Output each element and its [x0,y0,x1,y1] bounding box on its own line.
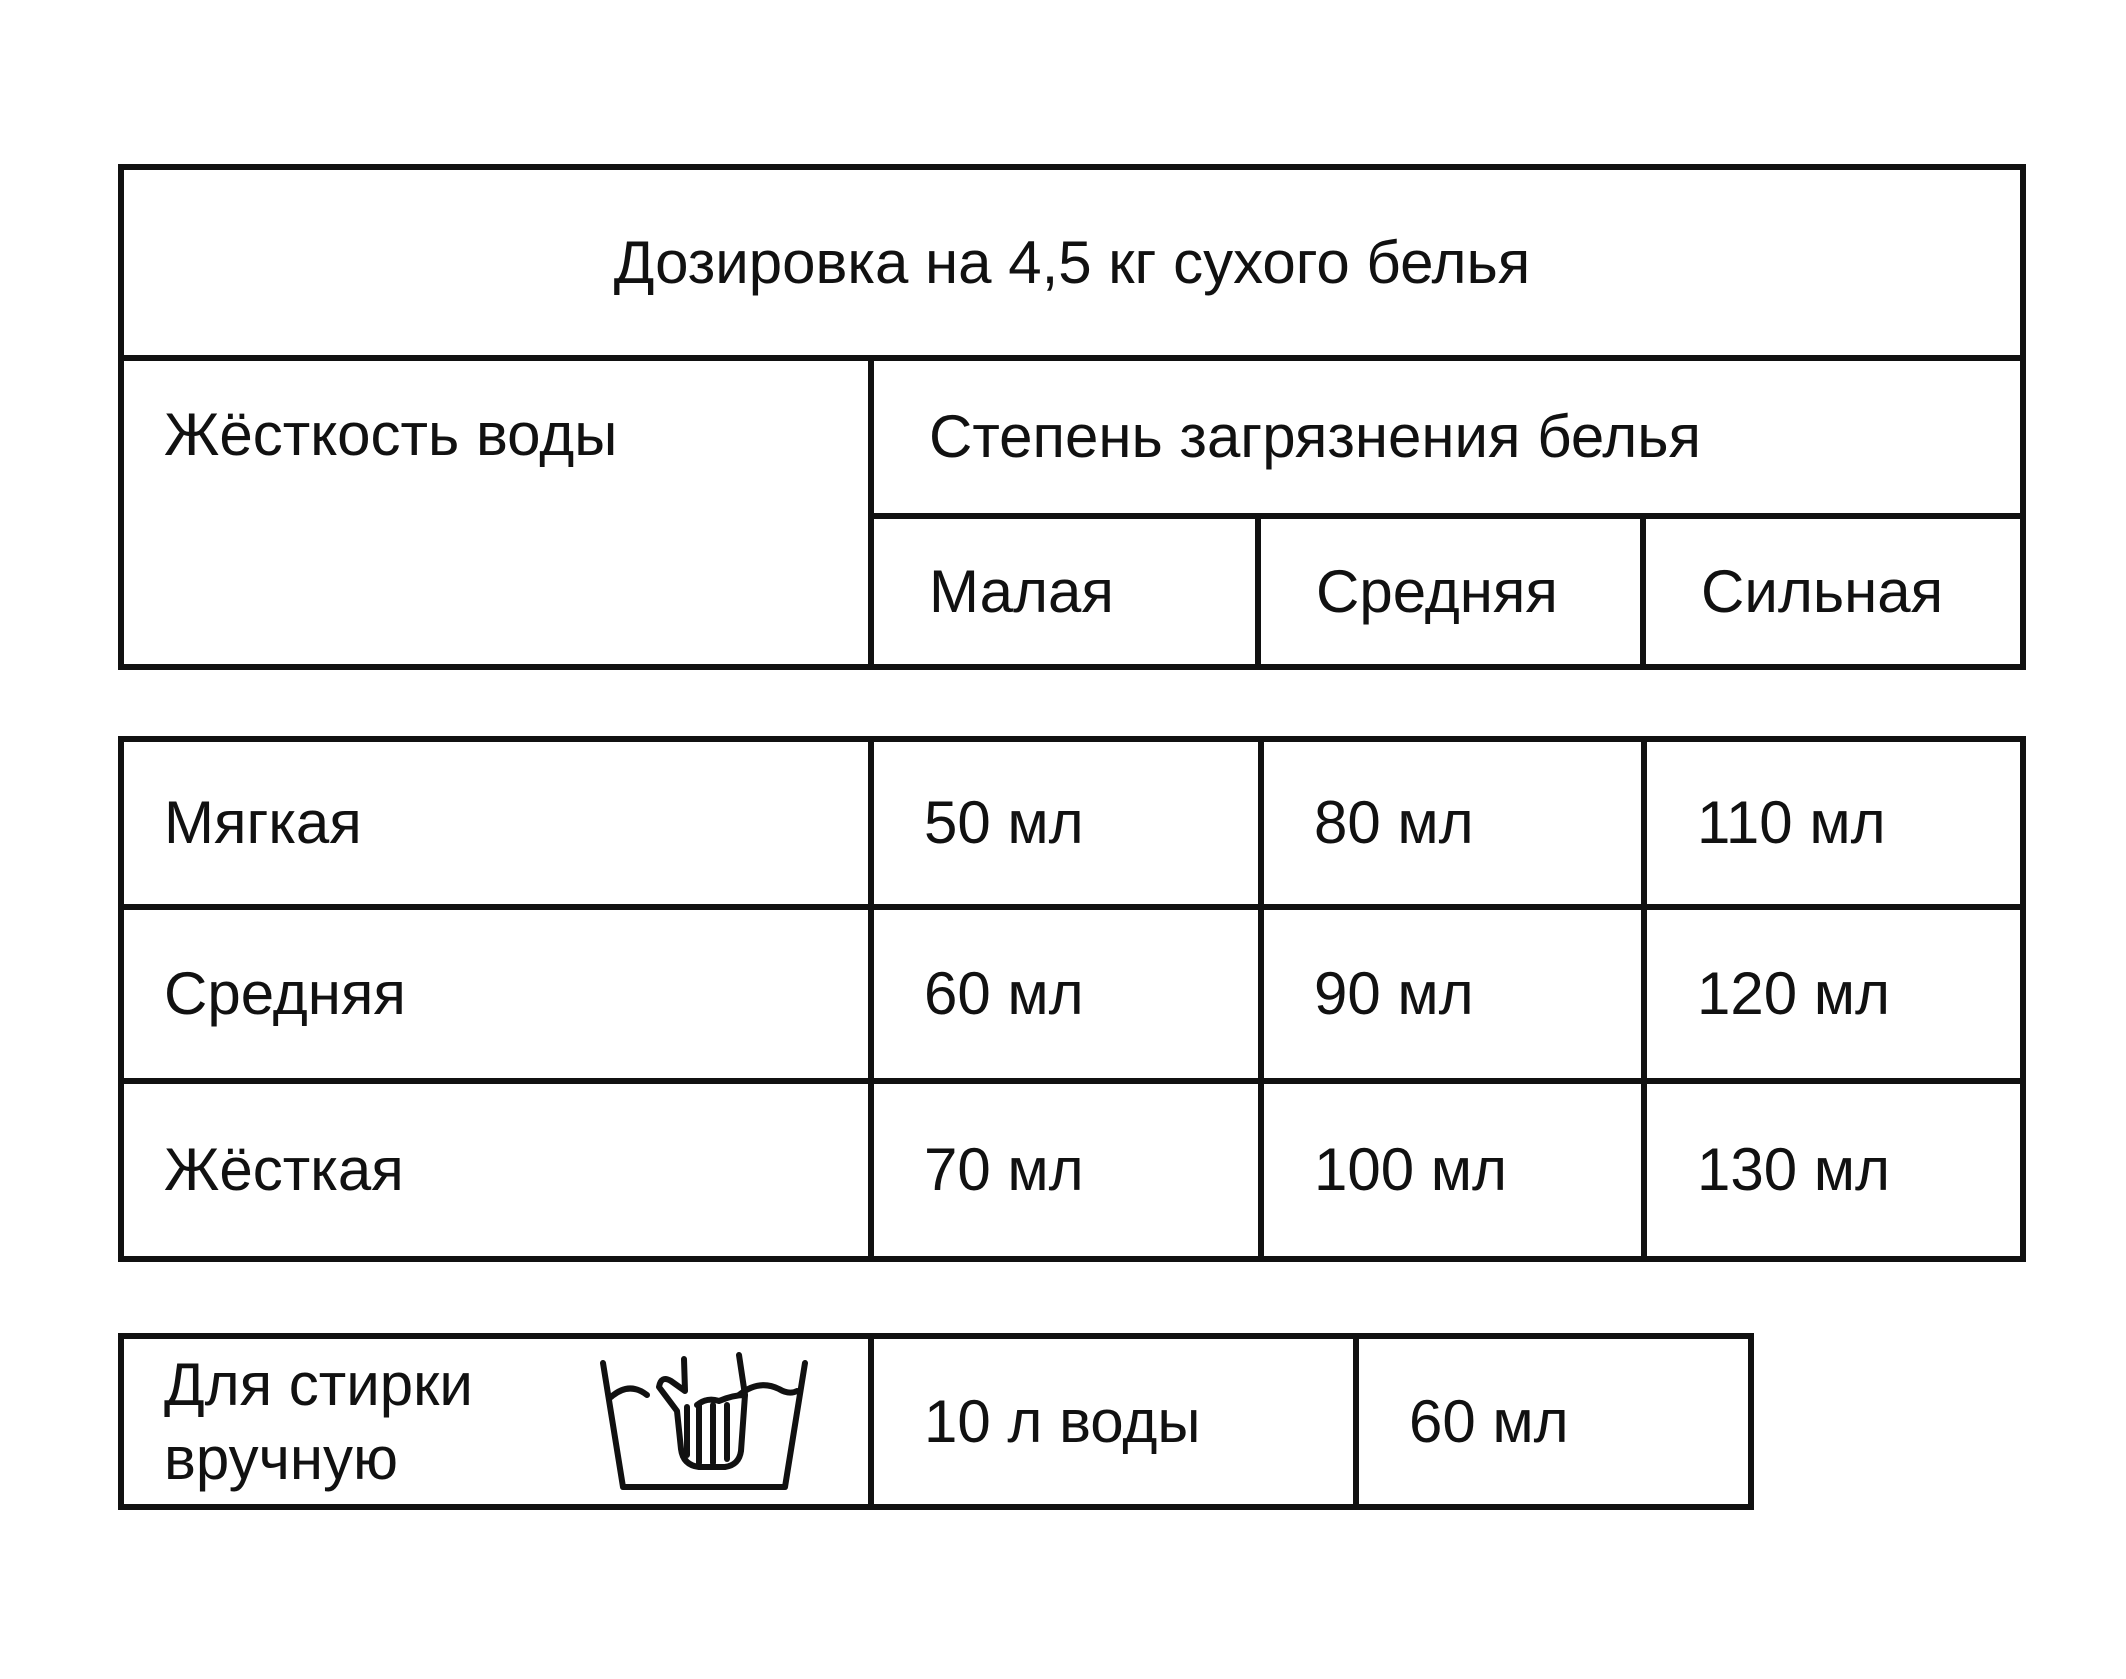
handwash-water: 10 л воды [871,1336,1356,1507]
soil-degree-header: Степень загрязнения белья [871,358,2023,516]
dose-cell: 90 мл [1261,907,1644,1081]
table-title: Дозировка на 4,5 кг сухого белья [121,167,2023,358]
header-table [118,164,2026,670]
hardness-hard: Жёсткая [121,1081,871,1259]
handwash-label: Для стирки вручную [164,1351,473,1492]
dose-cell: 120 мл [1644,907,2023,1081]
table-row [121,907,2023,1081]
table-row [121,739,2023,907]
dose-cell: 70 мл [871,1081,1261,1259]
dose-cell: 130 мл [1644,1081,2023,1259]
soil-level-high: Сильная [1643,516,2023,667]
hardness-medium: Средняя [121,907,871,1081]
hand-wash-icon [599,1351,809,1501]
dose-cell: 50 мл [871,739,1261,907]
handwash-label-cell [121,1336,871,1507]
soil-level-low: Малая [871,516,1258,667]
handwash-dose: 60 мл [1356,1336,1751,1507]
handwash-table [118,1333,1754,1510]
dosage-table [118,736,2026,1262]
dose-cell: 100 мл [1261,1081,1644,1259]
dose-cell: 80 мл [1261,739,1644,907]
water-hardness-header: Жёсткость воды [121,358,871,667]
dose-cell: 110 мл [1644,739,2023,907]
dose-cell: 60 мл [871,907,1261,1081]
hardness-soft: Мягкая [121,739,871,907]
soil-level-medium: Средняя [1258,516,1643,667]
table-row [121,1336,1751,1507]
table-row [121,1081,2023,1259]
